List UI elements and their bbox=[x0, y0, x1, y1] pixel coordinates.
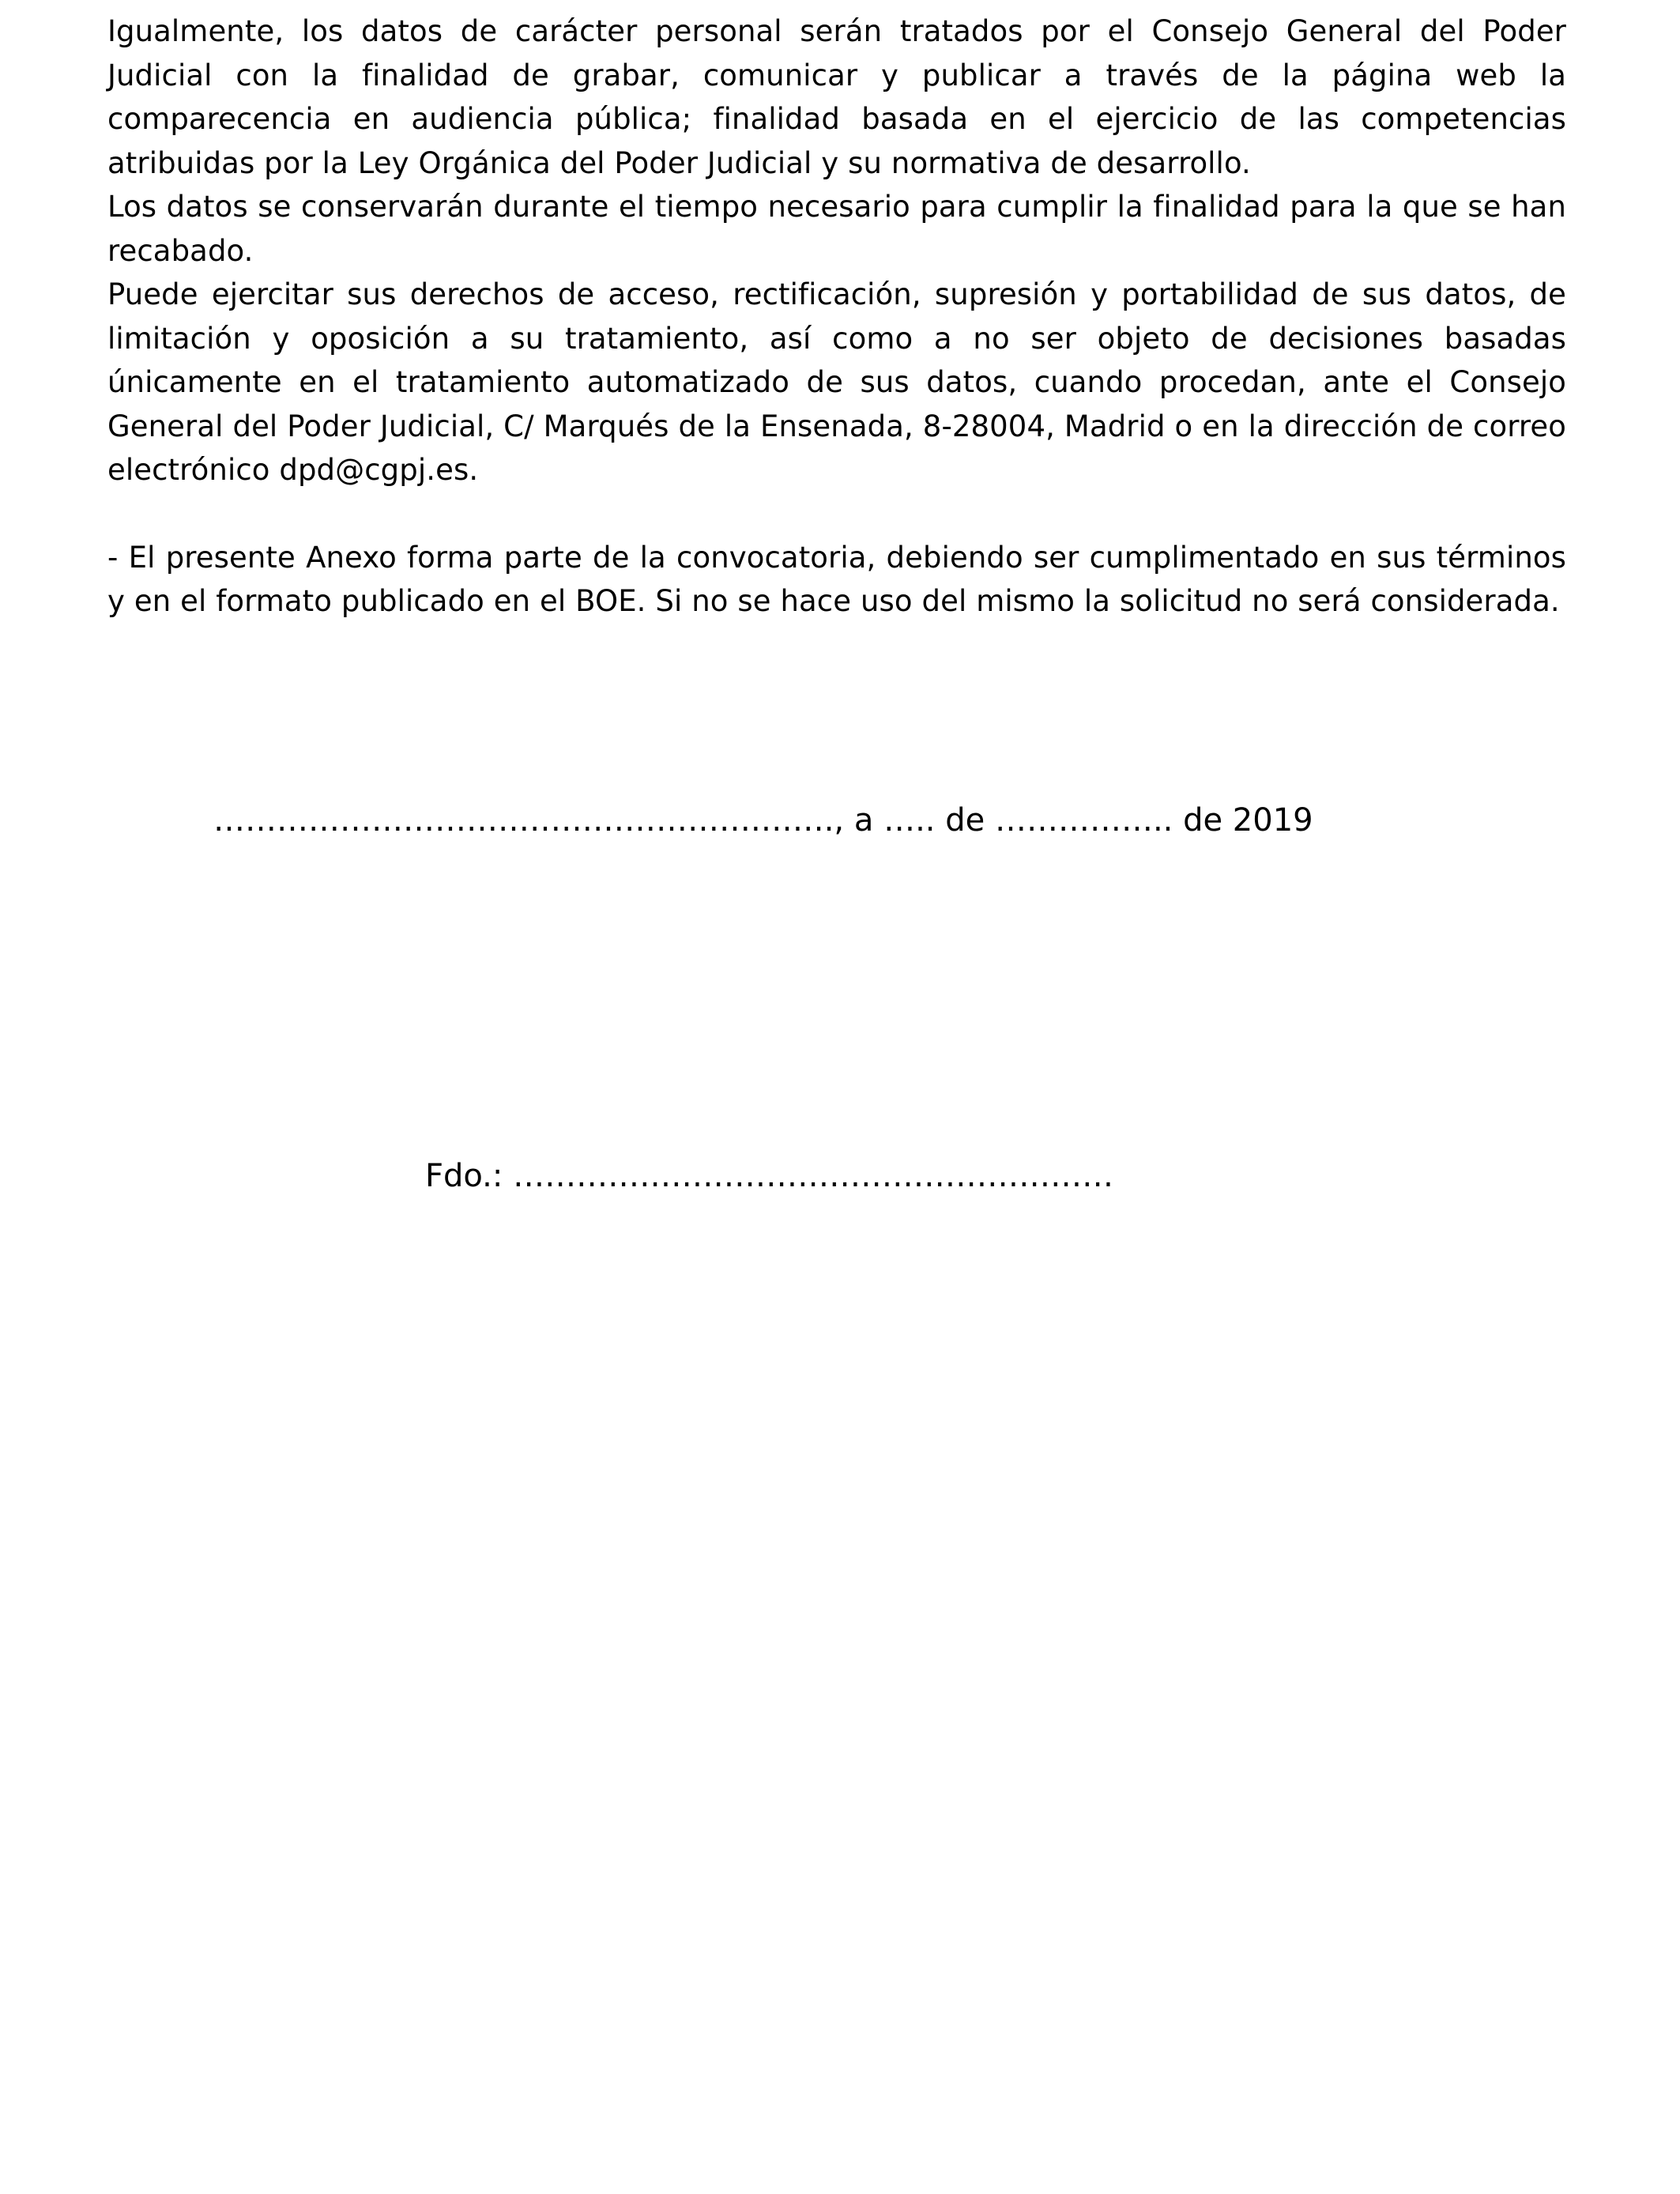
paragraph-annex-notice: - El presente Anexo forma parte de la convocatoria, debiendo ser cumplimentado en sus términos y en el formato publicado en el BOE. Si no se hace uso del mismo la solicitud no será considerada. bbox=[107, 540, 1566, 618]
paragraph-data-retention: Los datos se conservarán durante el tiempo necesario para cumplir la finalidad para la que se han recabado. bbox=[107, 190, 1566, 268]
paragraph-data-rights: Puede ejercitar sus derechos de acceso, rectificación, supresión y portabilidad de sus datos, de limitación y oposición a su tratamiento, así como a no ser objeto de decisiones basadas únicamente en el tratamiento automatizado de sus datos, cuando procedan, ante el Consejo General del Poder Judicial, C/ Marqués de la Ensenada, 8-28004, Madrid o en la dirección de correo electrónico dpd@cgpj.es. bbox=[107, 277, 1566, 487]
date-place-line: …………………………………………….……., a ….. de …………….. de 2019 bbox=[213, 802, 1313, 839]
paragraph-data-processing: Igualmente, los datos de carácter personal serán tratados por el Consejo General del Poder Judicial con la finalidad de grabar, comunicar y publicar a través de la página web la comparecencia en audiencia pública; finalidad basada en el ejercicio de las competencias atribuidas por la Ley Orgánica del Poder Judicial y su normativa de desarrollo. bbox=[107, 14, 1566, 180]
signature-line: Fdo.: ………………………………………………… bbox=[425, 1158, 1114, 1194]
document-body bbox=[107, 9, 1566, 624]
